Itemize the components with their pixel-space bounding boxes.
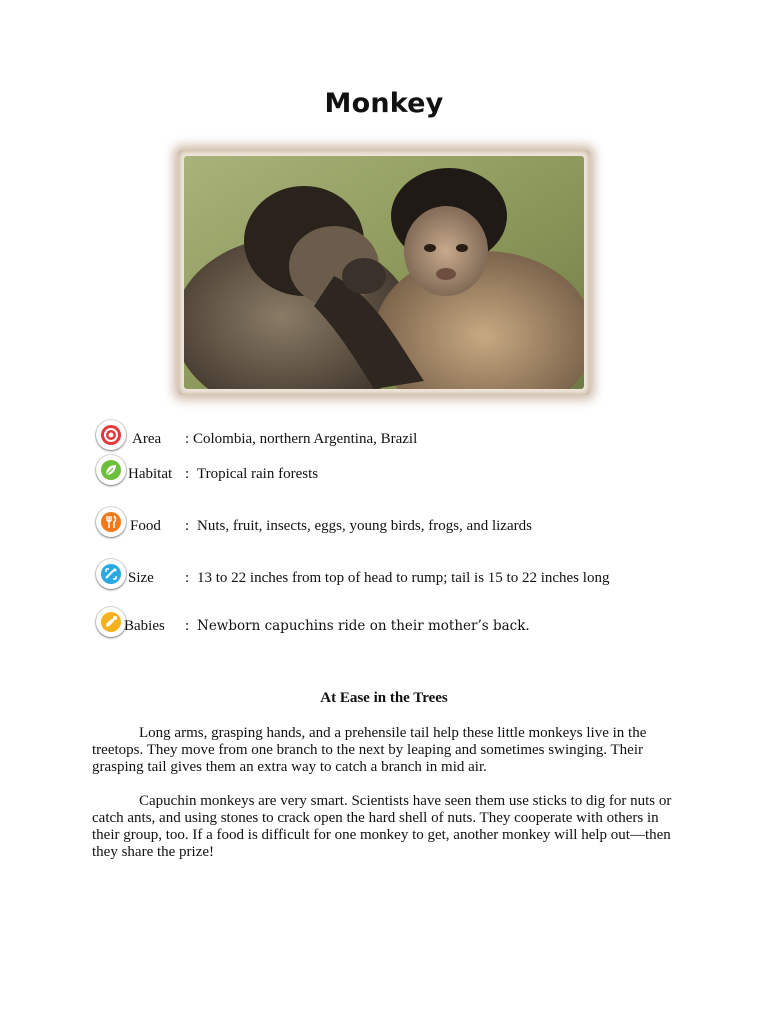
fact-value: Tropical rain forests (197, 466, 319, 482)
section-title: At Ease in the Trees (320, 690, 448, 706)
paragraph-text: Long arms, grasping hands, and a prehensile tail help these little monkeys live in the treetops. They move from one branch to the next by leaping and sometimes swinging. Their grasping tail gives them an extra way to catch a branch in mid air. (92, 725, 647, 775)
monkey-photo (184, 156, 584, 389)
ruler-icon (96, 559, 126, 589)
paragraph (92, 725, 682, 776)
fact-row-size (96, 559, 716, 593)
fact-value: Colombia, northern Argentina, Brazil (193, 431, 418, 447)
fact-colon: : (185, 618, 190, 634)
monkey-photo-illustration (184, 156, 584, 389)
fact-value: Nuts, fruit, insects, eggs, young birds, frogs, and lizards (197, 518, 532, 534)
page-title: Monkey (324, 88, 444, 119)
photo-frame (178, 150, 590, 395)
paragraph (92, 793, 682, 861)
fact-label: Size (128, 570, 154, 586)
fact-row-babies (96, 607, 716, 641)
fact-row-habitat (96, 455, 716, 489)
fact-colon: : (185, 570, 190, 586)
fact-colon: : (185, 431, 190, 447)
fact-label: Babies (124, 618, 165, 634)
leaf-icon (96, 455, 126, 485)
fact-label: Food (130, 518, 161, 534)
paragraph-text: Capuchin monkeys are very smart. Scientists have seen them use sticks to dig for nuts or catch ants, and using stones to crack open the hard shell of nuts. They cooperate with others in their group, too. If a food is difficult for one monkey to get, another monkey will help out—then they share the prize! (92, 793, 672, 860)
fact-value: Newborn capuchins ride on their mother’s back. (197, 618, 530, 634)
fact-colon: : (185, 518, 190, 534)
fact-label: Habitat (128, 466, 173, 482)
fact-row-food (96, 507, 716, 541)
fact-label: Area (132, 431, 162, 447)
fact-value: 13 to 22 inches from top of head to rump; tail is 15 to 22 inches long (197, 570, 610, 586)
utensils-icon (96, 507, 126, 537)
baby-icon (96, 607, 126, 637)
fact-colon: : (185, 466, 190, 482)
fact-row-area (96, 420, 716, 454)
target-icon (96, 420, 126, 450)
